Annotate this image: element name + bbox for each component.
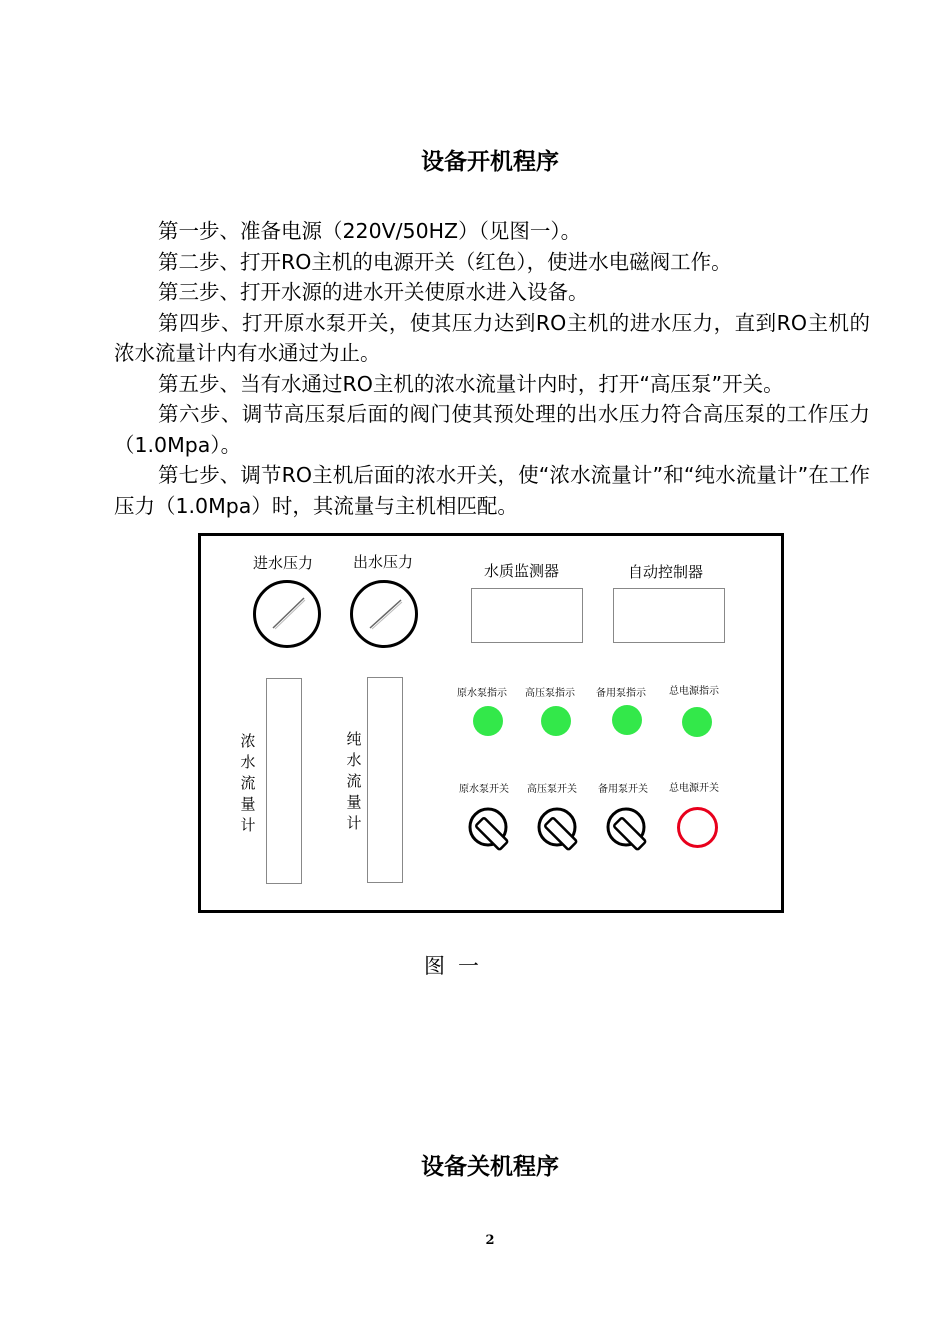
backup-pump-indicator-label: 备用泵指示: [596, 688, 646, 699]
auto-controller-label: 自动控制器: [628, 563, 704, 581]
inlet-pressure-gauge-icon: [253, 580, 321, 648]
hp-pump-switch-knob-icon[interactable]: [536, 806, 586, 856]
hp-pump-indicator-label: 高压泵指示: [525, 688, 575, 699]
hp-pump-switch-label: 高压泵开关: [527, 784, 577, 795]
outlet-pressure-label: 出水压力: [353, 553, 414, 571]
step-6: 第六步、调节高压泵后面的阀门使其预处理的出水压力符合高压泵的工作压力（1.0Mpa）。: [114, 402, 870, 457]
control-panel-figure: [198, 533, 784, 913]
concentrate-flowmeter-label: 浓水流量计: [240, 732, 256, 834]
section-title-shutdown: 设备关机程序: [421, 1154, 559, 1180]
page-number: 2: [485, 1233, 495, 1248]
figure-caption: 图一: [424, 954, 492, 978]
step-4: 第四步、打开原水泵开关，使其压力达到RO主机的进水压力，直到RO主机的浓水流量计内有水通过为止。: [114, 310, 870, 365]
backup-pump-switch-label: 备用泵开关: [598, 784, 648, 795]
raw-pump-indicator-light: [473, 706, 503, 736]
raw-pump-indicator-label: 原水泵指示: [457, 688, 507, 699]
main-power-switch-icon[interactable]: [677, 807, 718, 848]
hp-pump-indicator-light: [541, 706, 571, 736]
main-power-indicator-label: 总电源指示: [669, 686, 719, 697]
concentrate-flowmeter-tube: [266, 678, 302, 884]
step-5: 第五步、当有水通过RO主机的浓水流量计内时，打开“高压泵”开关。: [158, 371, 784, 396]
raw-pump-switch-knob-icon[interactable]: [467, 806, 517, 856]
backup-pump-indicator-light: [612, 705, 642, 735]
step-1: 第一步、准备电源（220V/50HZ）（见图一）。: [158, 219, 582, 243]
inlet-pressure-label: 进水压力: [253, 554, 314, 572]
water-quality-monitor-box: [471, 588, 583, 643]
permeate-flowmeter-tube: [367, 677, 403, 883]
main-power-indicator-light: [682, 707, 712, 737]
main-power-switch-label: 总电源开关: [669, 783, 719, 794]
step-2: 第二步、打开RO主机的电源开关（红色），使进水电磁阀工作。: [158, 249, 732, 274]
step-7: 第七步、调节RO主机后面的浓水开关，使“浓水流量计”和“纯水流量计”在工作压力（1.0Mpa）时，其流量与主机相匹配。: [114, 463, 870, 518]
outlet-pressure-gauge-icon: [350, 580, 418, 648]
water-quality-monitor-label: 水质监测器: [484, 562, 560, 580]
step-3: 第三步、打开水源的进水开关使原水进入设备。: [158, 280, 589, 304]
section-title-startup: 设备开机程序: [421, 149, 559, 175]
startup-steps: [114, 216, 870, 521]
auto-controller-box: [613, 588, 725, 643]
raw-pump-switch-label: 原水泵开关: [459, 784, 509, 795]
backup-pump-switch-knob-icon[interactable]: [605, 806, 655, 856]
permeate-flowmeter-label: 纯水流量计: [346, 730, 362, 832]
